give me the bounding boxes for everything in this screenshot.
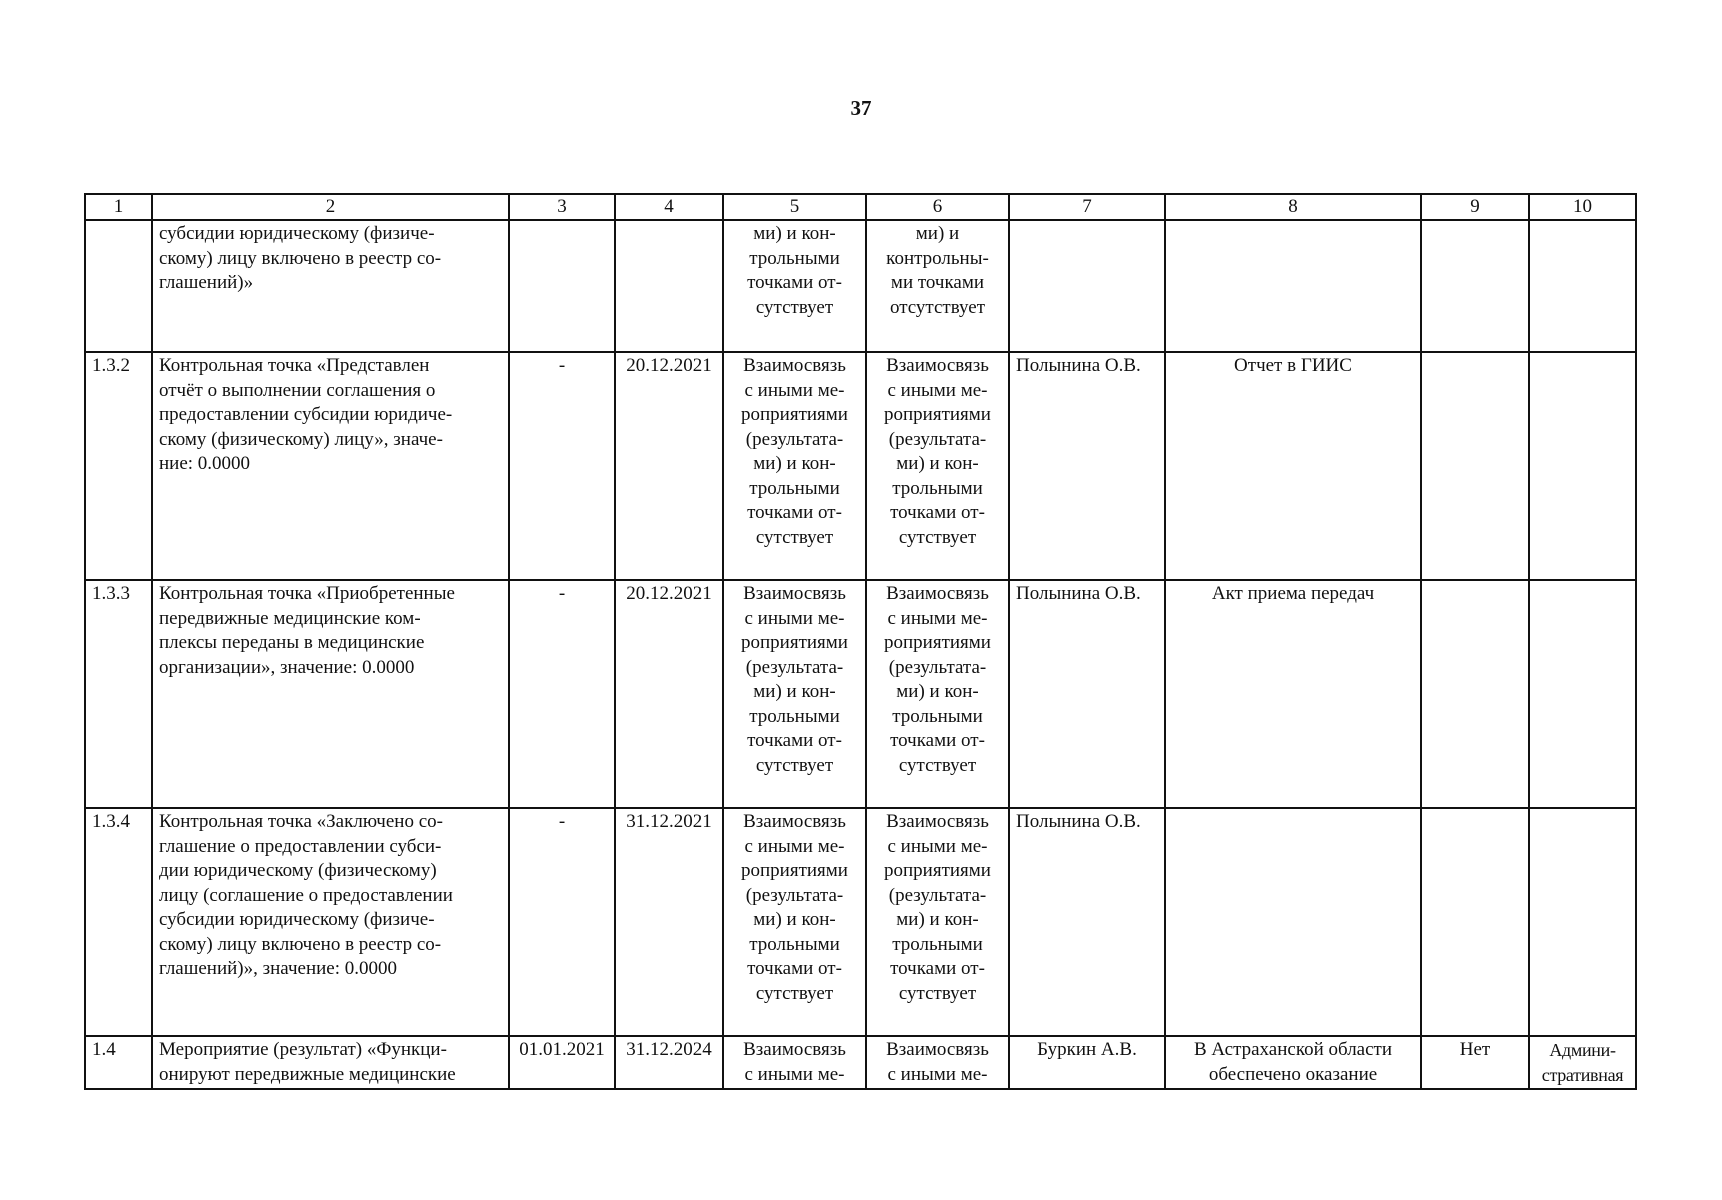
- responsible-person: Полынина О.В.: [1009, 580, 1165, 808]
- column-number: 9: [1421, 194, 1529, 220]
- relation-cell: Взаимосвязь с иными ме-: [886, 1039, 989, 1085]
- relation-cell: Взаимосвязь с иными ме- роприятиями (результата- ми) и кон- трольными точками от- сутствует: [884, 583, 991, 776]
- end-date: 31.12.2024: [615, 1036, 723, 1089]
- item-number: 1.3.3: [85, 580, 152, 808]
- relation-cell: Взаимосвязь с иными ме- роприятиями (результата- ми) и кон- трольными точками от- сутствует: [741, 355, 848, 548]
- column-9-value: Нет: [1421, 1036, 1529, 1089]
- start-date: 01.01.2021: [509, 1036, 615, 1089]
- column-number: 4: [615, 194, 723, 220]
- column-number: 6: [866, 194, 1009, 220]
- column-number: 8: [1165, 194, 1421, 220]
- column-9-value: [1421, 808, 1529, 1036]
- table-row: [85, 808, 1636, 1036]
- item-number: 1.3.4: [85, 808, 152, 1036]
- relation-cell: Взаимосвязь с иными ме- роприятиями (результата- ми) и кон- трольными точками от- сутствует: [884, 811, 991, 1004]
- item-number: [85, 220, 152, 352]
- item-name: Мероприятие (результат) «Функци- онируют передвижные медицинские: [159, 1039, 456, 1085]
- table-row: [85, 580, 1636, 808]
- end-date: 31.12.2021: [615, 808, 723, 1036]
- relation-cell: Взаимосвязь с иными ме- роприятиями (результата- ми) и кон- трольными точками от- сутствует: [741, 811, 848, 1004]
- responsible-person: Полынина О.В.: [1009, 808, 1165, 1036]
- column-number: 7: [1009, 194, 1165, 220]
- responsible-person: [1009, 220, 1165, 352]
- column-9-value: [1421, 580, 1529, 808]
- responsible-person: Полынина О.В.: [1009, 352, 1165, 580]
- column-9-value: [1421, 352, 1529, 580]
- start-date: [509, 220, 615, 352]
- item-name: Контрольная точка «Представлен отчёт о выполнении соглашения о предоставлении субсидии юридиче- скому (физическому) лицу», значе- ние: 0.0000: [159, 355, 453, 474]
- column-number-row: [85, 194, 1636, 220]
- relation-cell: Взаимосвязь с иными ме- роприятиями (результата- ми) и кон- трольными точками от- сутствует: [884, 355, 991, 548]
- item-number: 1.3.2: [85, 352, 152, 580]
- item-name: Контрольная точка «Приобретенные передвижные медицинские ком- плексы переданы в медицинские организации», значение: 0.0000: [159, 583, 455, 678]
- start-date: -: [509, 580, 615, 808]
- relation-cell: Взаимосвязь с иными ме-: [743, 1039, 846, 1085]
- result-description: Отчет в ГИИС: [1234, 355, 1352, 376]
- table-row: [85, 352, 1636, 580]
- item-number: 1.4: [85, 1036, 152, 1089]
- start-date: -: [509, 808, 615, 1036]
- column-number: 10: [1529, 194, 1636, 220]
- relation-cell: ми) и кон- трольными точками от- сутствует: [747, 223, 842, 318]
- start-date: -: [509, 352, 615, 580]
- result-description: Акт приема передач: [1211, 583, 1375, 604]
- column-number: 5: [723, 194, 866, 220]
- item-name: субсидии юридическому (физиче- скому) лицу включено в реестр со- глашений)»: [159, 223, 442, 293]
- column-10-value: Админи- стративная: [1541, 1040, 1624, 1085]
- page-number: 37: [850, 96, 872, 120]
- relation-cell: Взаимосвязь с иными ме- роприятиями (результата- ми) и кон- трольными точками от- сутствует: [741, 583, 848, 776]
- plan-table: [84, 193, 1637, 1090]
- end-date: [615, 220, 723, 352]
- result-description: В Астраханской области обеспечено оказание: [1193, 1039, 1393, 1085]
- end-date: 20.12.2021: [615, 580, 723, 808]
- item-name: Контрольная точка «Заключено со- глашение о предоставлении субси- дии юридическому (физическому) лицу (соглашение о предоставлении субсидии юридическому (физиче- скому) лицу включено в реестр со- глашений)», значение: 0.0000: [159, 811, 453, 979]
- column-number: 1: [85, 194, 152, 220]
- responsible-person: Буркин А.В.: [1009, 1036, 1165, 1089]
- table-row: [85, 1036, 1636, 1089]
- column-number: 2: [152, 194, 509, 220]
- relation-cell: ми) и контрольны- ми точками отсутствует: [886, 223, 989, 318]
- end-date: 20.12.2021: [615, 352, 723, 580]
- table-row: [85, 220, 1636, 352]
- column-9-value: [1421, 220, 1529, 352]
- column-number: 3: [509, 194, 615, 220]
